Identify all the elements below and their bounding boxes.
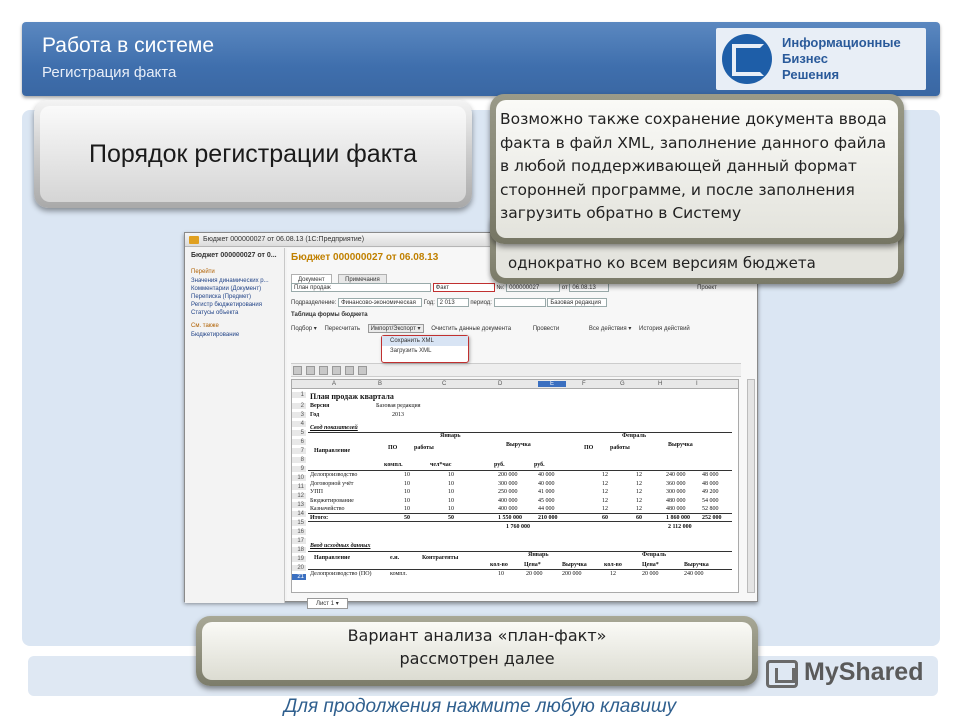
vertical-scrollbar[interactable] [747,379,755,593]
table-cell: Договорной учёт [310,480,354,487]
subtotal-jan: 1 760 000 [506,524,530,530]
table-cell: 1 550 000 [498,514,522,521]
sheet-toolbar [291,363,741,377]
heading-box [34,100,472,208]
year-value: 2013 [392,412,404,418]
all-actions-button[interactable]: Все действия ▾ [588,326,632,332]
logo-line-1: Информационные [782,35,901,50]
table-cell: 60 [602,514,608,521]
nav-sidebar [185,248,285,603]
table-cell: 50 [404,514,410,521]
header-bar [22,22,940,96]
tab-document[interactable]: Документ [291,274,332,285]
tool-icon[interactable] [345,366,354,375]
number-label: №: [496,285,505,292]
table-cell: 10 [448,506,454,512]
plan-field[interactable]: План продаж [291,283,431,292]
row-number: 21 [292,574,306,580]
sidebar-item[interactable]: Бюджетирование [191,332,240,338]
table-cell: 41 000 [538,489,555,495]
document-title: Бюджет 000000027 от 06.08.13 [291,252,439,263]
table-cell: 1 860 000 [666,514,690,521]
row-number: 16 [292,529,306,535]
continue-hint: Для продолжения нажмите любую клавишу [283,696,677,717]
sidebar-item[interactable]: Комментарии (Документ) [191,286,262,292]
logo-line-2: Бизнес [782,51,828,66]
table-cell: 10 [448,480,454,487]
logo-icon [722,34,772,84]
table-cell: 240 000 [666,472,686,478]
input-label: Ввод исходных данных [310,543,371,549]
callout-line-1: Вариант анализа «план-факт» [347,626,607,645]
period-label: период: [470,300,492,307]
row-number: 12 [292,493,306,499]
table-cell: 10 [404,472,410,478]
app-window [184,232,758,607]
tool-icon[interactable] [332,366,341,375]
table-cell: 52 800 [702,506,719,512]
table-cell: Казначейство [310,506,345,512]
table-cell: 48 000 [702,480,719,487]
table-cell: 300 000 [498,480,518,487]
form-row-1 [291,283,717,292]
row-number: 3 [292,412,306,418]
version-value: Базовая редакция [376,403,421,409]
table-cell: 12 [636,506,642,512]
table-cell: 210 000 [538,514,558,521]
tool-icon[interactable] [358,366,367,375]
spreadsheet[interactable]: A B C D E F G H I 1 2 3 4 5 6 7 8 9 10 11 12 13 14 15 16 17 18 19 20 21 План продаж квартала Версия Базовая редакция Год 2013 Свод показателей Январь Февраль Направление ПО работы Выручка ПО работы Выручка компл. чел*час руб. руб. Делопроизводство 10 10 200 000 40 000 12 12 240 000 48 000 Договорной учёт 10 10 300 000 40 000 12 12 360 000 48 000 УПП 10 10 250 000 41 000 12 12 300 000 49 200 Бюджетирование 10 10 400 000 45 000 12 12 480 000 54 000 Казначейство 10 10 400 000 44 000 12 12 480 000 52 800 Итого: 50 50 1 550 000 210 000 60 60 1 860 000 252 000 1 760 000 2 112 000 Ввод исходных данных Направление е.и. Контрагенты Январь Февраль кол-во Цена* Выручка кол-во Цена* Выручка Делопроизводство (ПО) компл. 10 20 000 200 000 12 20 000 240 000 [291,379,739,593]
row-number: 8 [292,457,306,463]
row-number: 5 [292,430,306,436]
subtotal-feb: 2 112 000 [668,524,692,530]
company-logo [716,28,926,90]
row-number: 6 [292,439,306,445]
tool-icon[interactable] [306,366,315,375]
row-number: 7 [292,448,306,454]
heading-box-text: Порядок регистрации факта [88,140,417,168]
table-cell: 360 000 [666,480,686,487]
table-cell: 48 000 [702,472,719,478]
table-cell: 49 200 [702,489,719,495]
table-cell: 10 [404,497,410,504]
row-number: 4 [292,421,306,427]
post-button[interactable]: Провести [532,326,560,332]
table-cell: 10 [404,480,410,487]
row-number: 19 [292,556,306,562]
table-cell: 10 [448,497,454,504]
header-subtitle: Регистрация факта [42,64,177,81]
window-title: Бюджет 000000027 от 06.08.13 (1С:Предприятие) [203,236,365,243]
logo-line-3: Решения [782,67,840,82]
table-cell: 10 [404,489,410,495]
sidebar-see-also-label: См. также [191,323,219,329]
table-cell: 12 [636,489,642,495]
table-cell: 400 000 [498,506,518,512]
load-xml-item[interactable]: Загрузить XML [390,348,432,354]
table-cell: 300 000 [666,489,686,495]
table-cell: Бюджетирование [310,497,354,504]
table-cell: 12 [636,497,642,504]
sidebar-item[interactable]: Значения динамических р... [191,278,269,284]
table-cell: 12 [602,472,608,478]
clear-data-button[interactable]: Очистить данные документа [431,326,512,332]
table-cell: 12 [602,480,608,487]
select-button[interactable]: Подбор ▾ [291,326,317,332]
table-cell: 252 000 [702,514,722,521]
row-number: 15 [292,520,306,526]
sheet-title: План продаж квартала [310,392,394,401]
table-cell: 40 000 [538,472,555,478]
table-cell: 480 000 [666,506,686,512]
note-back-text: однократно ко всем версиям бюджета [508,254,816,272]
division-field[interactable]: Финансово-экономическая [338,298,422,307]
form-toolbar [291,324,696,333]
row-number: 2 [292,403,306,409]
date-field[interactable]: 06.08.13 [569,283,609,292]
row-number: 20 [292,565,306,571]
table-cell: 54 000 [702,497,719,504]
table-cell: 12 [602,506,608,512]
table-cell: 200 000 [498,472,518,478]
version-label: Версия [310,403,330,409]
app-icon [189,236,199,244]
table-cell: 10 [404,506,410,512]
row-number: 9 [292,466,306,472]
note-text: Возможно также сохранение документа ввода факта в файл XML, заполнение данного файла в любой поддерживающей данный формат сторонней программе, и после заполнения загрузить обратно в Систему [500,110,887,222]
myshared-icon [766,660,798,688]
sidebar-item[interactable]: Статусы объекта [191,310,239,316]
recalc-button[interactable]: Пересчитать [324,326,360,332]
date-label: от [561,285,568,292]
sidebar-item[interactable]: Регистр бюджетирования [191,302,262,308]
table-cell: Делопроизводство [310,472,358,478]
table-cell: 10 [448,472,454,478]
row-number: 10 [292,475,306,481]
tool-icon[interactable] [293,366,302,375]
note-callout [490,94,904,244]
row-number: 14 [292,511,306,517]
row-number: 1 [292,392,306,398]
table-cell: Итого: [310,514,329,521]
myshared-text: MyShared [804,658,924,686]
import-export-menu [381,335,469,363]
sidebar-header: Бюджет 000000027 от 0... [191,252,277,259]
row-number: 11 [292,484,306,490]
column-header: A B C D E F G H I [292,380,738,389]
table-cell: 12 [602,489,608,495]
table-cell: 50 [448,514,454,521]
save-xml-item[interactable]: Сохранить XML [382,336,468,346]
tool-icon[interactable] [319,366,328,375]
period-field[interactable] [494,298,546,307]
version-field[interactable]: Базовая редакция [547,298,607,307]
division-label: Подразделение: [291,300,337,307]
table-form-label: Таблица формы бюджета [291,312,368,318]
table-cell: 12 [636,472,642,478]
table-cell: 480 000 [666,497,686,504]
document-tabs [291,268,389,283]
year-field[interactable]: 2 013 [437,298,469,307]
import-export-button[interactable]: Импорт/Экспорт ▾ [368,324,424,333]
table-cell: 12 [636,480,642,487]
tab-notes[interactable]: Примечания [338,274,387,285]
row-number: 17 [292,538,306,544]
history-checkbox[interactable]: История действий [639,326,690,332]
form-row-2 [291,298,607,307]
table-cell: 12 [602,497,608,504]
sidebar-item[interactable]: Переписка (Предмет) [191,294,252,300]
header-title: Работа в системе [42,34,215,57]
table-cell: 250 000 [498,489,518,495]
table-cell: 10 [448,489,454,495]
row-number: 13 [292,502,306,508]
sheet-tab[interactable]: Лист 1 ▾ [307,598,348,609]
table-cell: УПП [310,489,323,495]
status-text: Проект [697,285,717,292]
year-label: Год [310,412,320,418]
callout-line-2: рассмотрен далее [399,649,555,668]
bottom-callout [196,616,758,686]
table-cell: 44 000 [538,506,555,512]
myshared-watermark [766,658,930,692]
table-cell: 60 [636,514,642,521]
table-cell: 40 000 [538,480,555,487]
number-field[interactable]: 000000027 [506,283,560,292]
sidebar-goto-label: Перейти [191,269,215,275]
document-form [287,248,757,607]
summary-label: Свод показателей [310,425,358,431]
table-cell: 400 000 [498,497,518,504]
row-number: 18 [292,547,306,553]
fact-field[interactable]: Факт [433,283,495,292]
table-cell: 45 000 [538,497,555,504]
year-label: Год: [423,300,435,307]
